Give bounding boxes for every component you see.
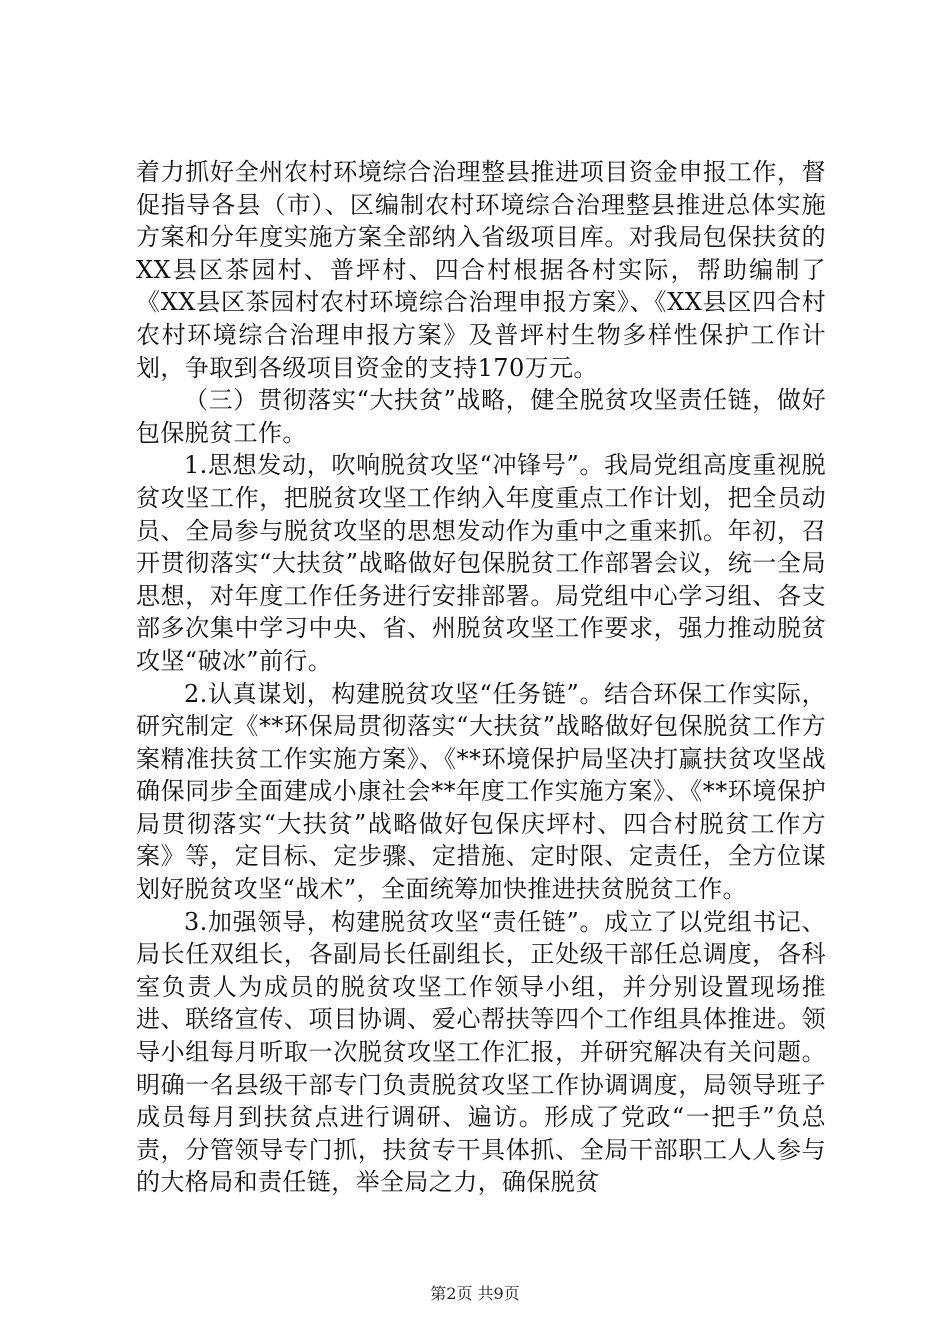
document-body [136, 156, 826, 1199]
paragraph-project-funding: 着力抓好全州农村环境综合治理整县推进项目资金申报工作，督促指导各县（市）、区编制农村环境综合治理整县推进总体实施方案和分年度实施方案全部纳入省级项目库。对我局包保扶贫的XX县区茶园村、普坪村、四合村根据各村实际，帮助编制了《XX县区茶园村农村环境综合治理申报方案》、《XX县区四合村农村环境综合治理申报方案》及普坪村生物多样性保护工作计划，争取到各级项目资金的支持170万元。 [136, 158, 826, 382]
paragraph-item-2-planning: 2.认真谋划，构建脱贫攻坚“任务链”。结合环保工作实际，研究制定《**环保局贯彻落实“大扶贫”战略做好包保脱贫工作方案精准扶贫工作实施方案》、《**环境保护局坚决打赢扶贫攻坚战确保同步全面建成小康社会**年度工作实施方案》、《**环境保护局贯彻落实“大扶贫”战略做好包保庆坪村、四合村脱贫工作方案》等，定目标、定步骤、定措施、定时限、定责任，全方位谋划好脱贫攻坚“战术”，全面统筹加快推进扶贫脱贫工作。 [136, 679, 826, 904]
page-footer [0, 1284, 950, 1304]
paragraph-item-3-leadership: 3.加强领导，构建脱贫攻坚“责任链”。成立了以党组书记、局长任双组长，各副局长任副组长，正处级干部任总调度，各科室负责人为成员的脱贫攻坚工作领导小组，并分别设置现场推进、联络宣传、项目协调、爱心帮扶等四个工作组具体推进。领导小组每月听取一次脱贫攻坚工作汇报，并研究解决有关问题。明确一名县级干部专门负责脱贫攻坚工作协调调度，局领导班子成员每月到扶贫点进行调研、遍访。形成了党政“一把手”负总责，分管领导专门抓，扶贫专干具体抓、全局干部职工人人参与的大格局和责任链，举全局之力，确保脱贫 [136, 907, 826, 1197]
page-number-label: 第2页 共9页 [430, 1284, 520, 1303]
paragraph-section-three-heading: （三）贯彻落实“大扶贫”战略，健全脱贫攻坚责任链，做好包保脱贫工作。 [136, 386, 826, 447]
paragraph-item-1-mobilization: 1.思想发动，吹响脱贫攻坚“冲锋号”。我局党组高度重视脱贫攻坚工作，把脱贫攻坚工作纳入年度重点工作计划，把全员动员、全局参与脱贫攻坚的思想发动作为重中之重来抓。年初，召开贯彻落实“大扶贫”战略做好包保脱贫工作部署会议，统一全局思想，对年度工作任务进行安排部署。局党组中心学习组、各支部多次集中学习中央、省、州脱贫攻坚工作要求，强力推动脱贫攻坚“破冰”前行。 [136, 451, 826, 675]
